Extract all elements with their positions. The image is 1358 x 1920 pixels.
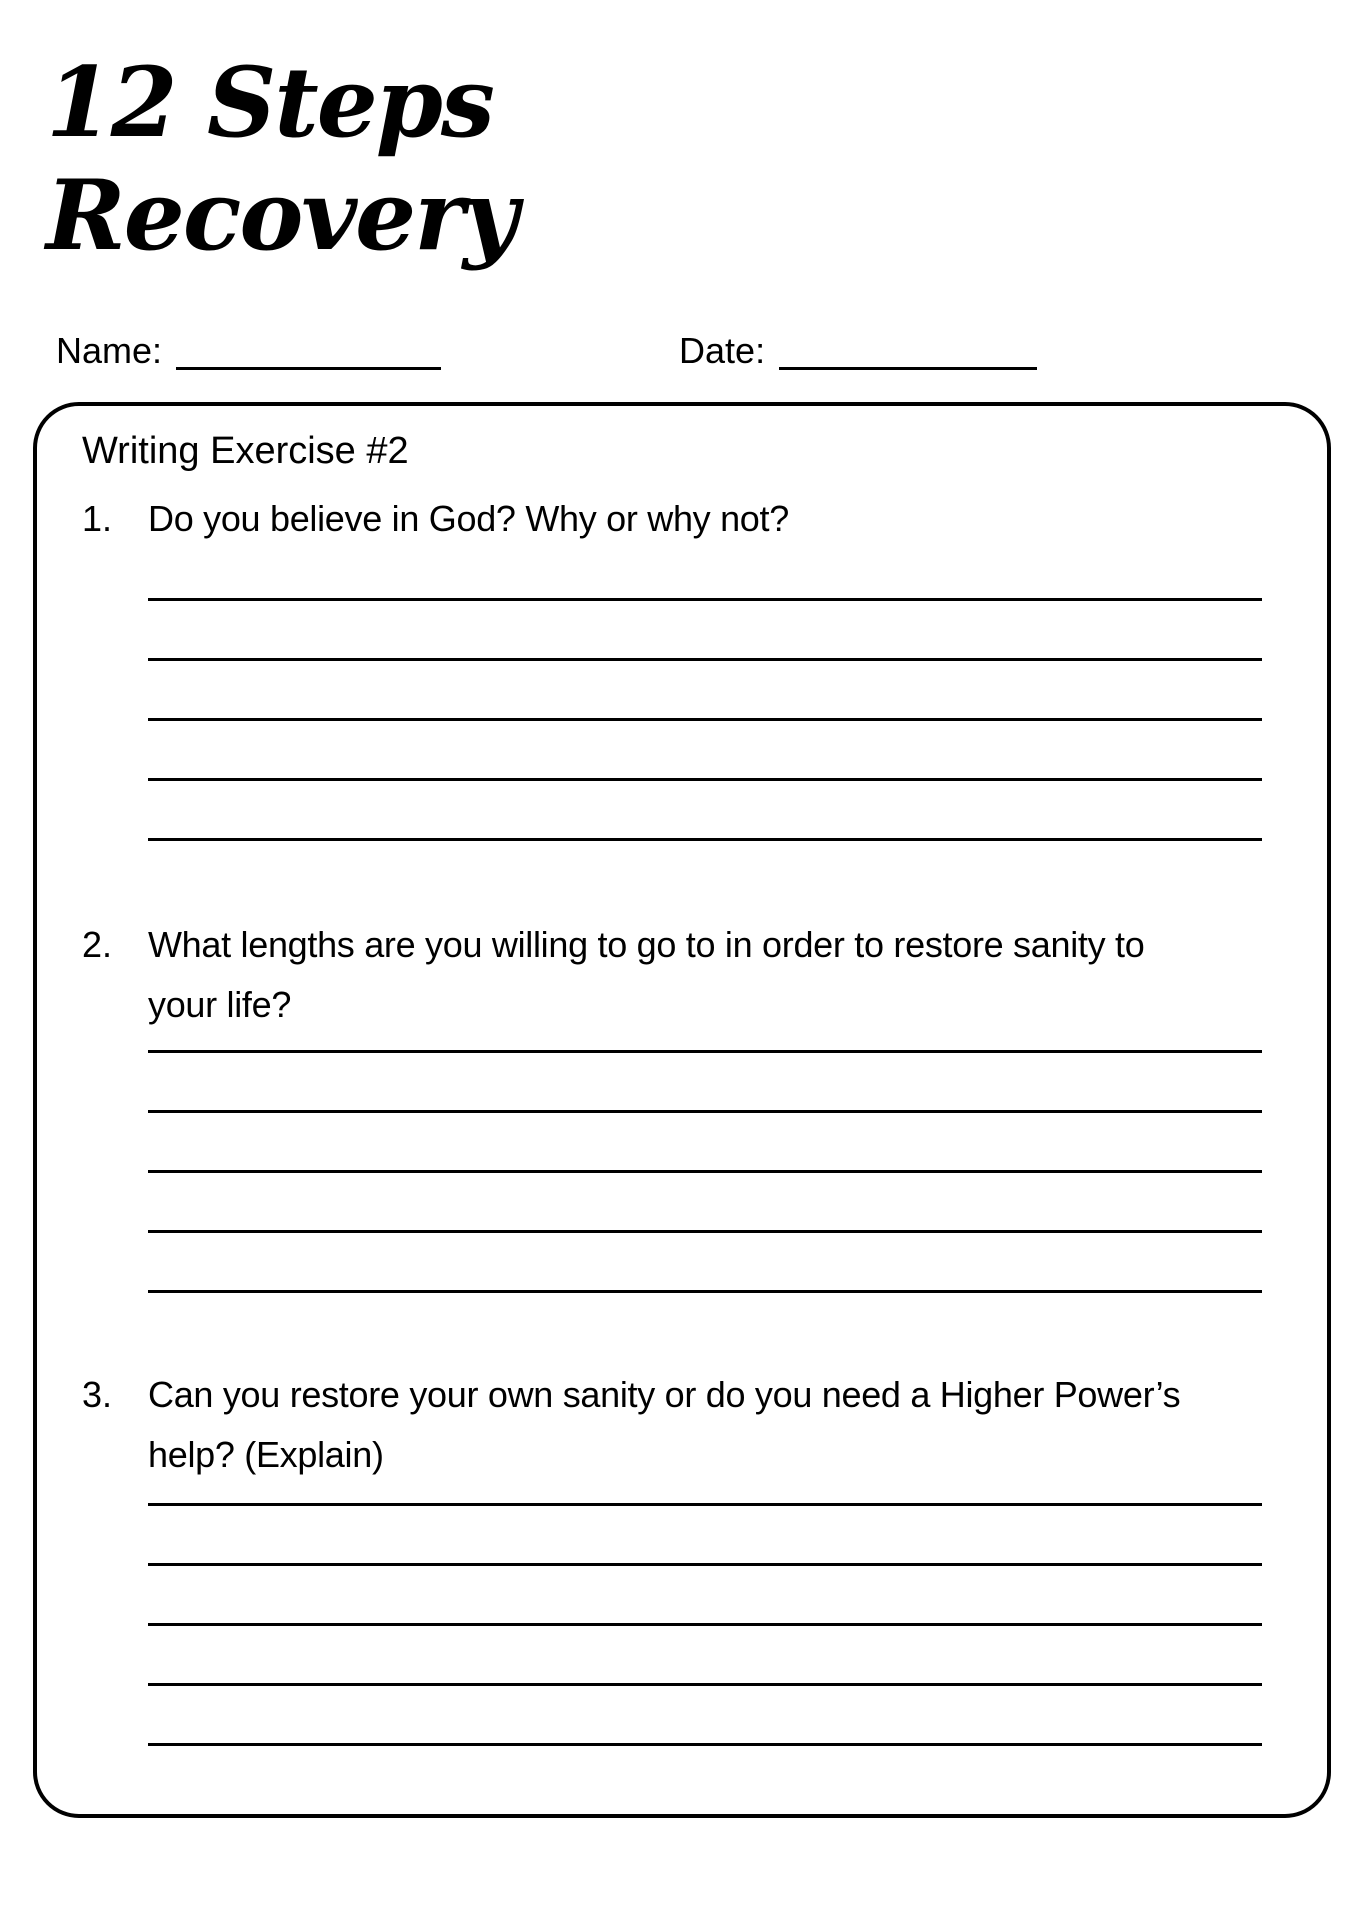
question-2-text-line: What lengths are you willing to go to in order to restore sanity to	[148, 924, 1145, 966]
question-1-number: 1.	[82, 498, 113, 540]
question-3	[82, 1365, 1279, 1746]
question-3-text	[148, 1365, 1180, 1485]
answer-line[interactable]	[148, 1485, 1262, 1506]
question-3-text-line: help? (Explain)	[148, 1434, 384, 1476]
question-1-text	[148, 489, 789, 549]
date-label: Date:	[679, 329, 766, 371]
question-3-number: 3.	[82, 1374, 113, 1416]
answer-line[interactable]	[148, 1686, 1262, 1746]
exercise-heading: Writing Exercise #2	[82, 430, 409, 473]
title-line-2: Recovery	[46, 159, 517, 273]
question-2-answer-lines	[148, 1035, 1279, 1293]
answer-line[interactable]	[148, 1566, 1262, 1626]
date-blank[interactable]	[779, 331, 1037, 370]
name-field	[56, 331, 441, 371]
question-1-row	[82, 489, 1279, 549]
question-2	[82, 915, 1279, 1293]
name-blank[interactable]	[176, 331, 441, 370]
question-3-answer-lines	[148, 1485, 1279, 1746]
answer-line[interactable]	[148, 1173, 1262, 1233]
question-2-row	[82, 915, 1279, 1035]
question-2-number: 2.	[82, 924, 113, 966]
name-label: Name:	[56, 329, 163, 371]
answer-line[interactable]	[148, 781, 1262, 841]
question-3-text-line: Can you restore your own sanity or do you need a Higher Power’s	[148, 1374, 1181, 1416]
answer-line[interactable]	[148, 1113, 1262, 1173]
answer-line[interactable]	[148, 1035, 1262, 1053]
exercise-box	[33, 402, 1331, 1818]
question-1-answer-lines	[148, 549, 1279, 841]
answer-line[interactable]	[148, 721, 1262, 781]
question-2-text	[148, 915, 1144, 1035]
name-date-row	[56, 331, 1358, 371]
answer-line[interactable]	[148, 1053, 1262, 1113]
answer-line[interactable]	[148, 1233, 1262, 1293]
answer-line[interactable]	[148, 601, 1262, 661]
title-line-1: 12 Steps	[46, 46, 493, 159]
question-1-text-line: Do you believe in God? Why or why not?	[148, 498, 789, 540]
date-field	[679, 331, 1037, 371]
page-title	[46, 46, 1358, 273]
answer-line[interactable]	[148, 549, 1262, 601]
answer-line[interactable]	[148, 1626, 1262, 1686]
question-3-row	[82, 1365, 1279, 1485]
question-1	[82, 489, 1279, 841]
answer-line[interactable]	[148, 661, 1262, 721]
question-2-text-line: your life?	[148, 984, 292, 1026]
answer-line[interactable]	[148, 1506, 1262, 1566]
